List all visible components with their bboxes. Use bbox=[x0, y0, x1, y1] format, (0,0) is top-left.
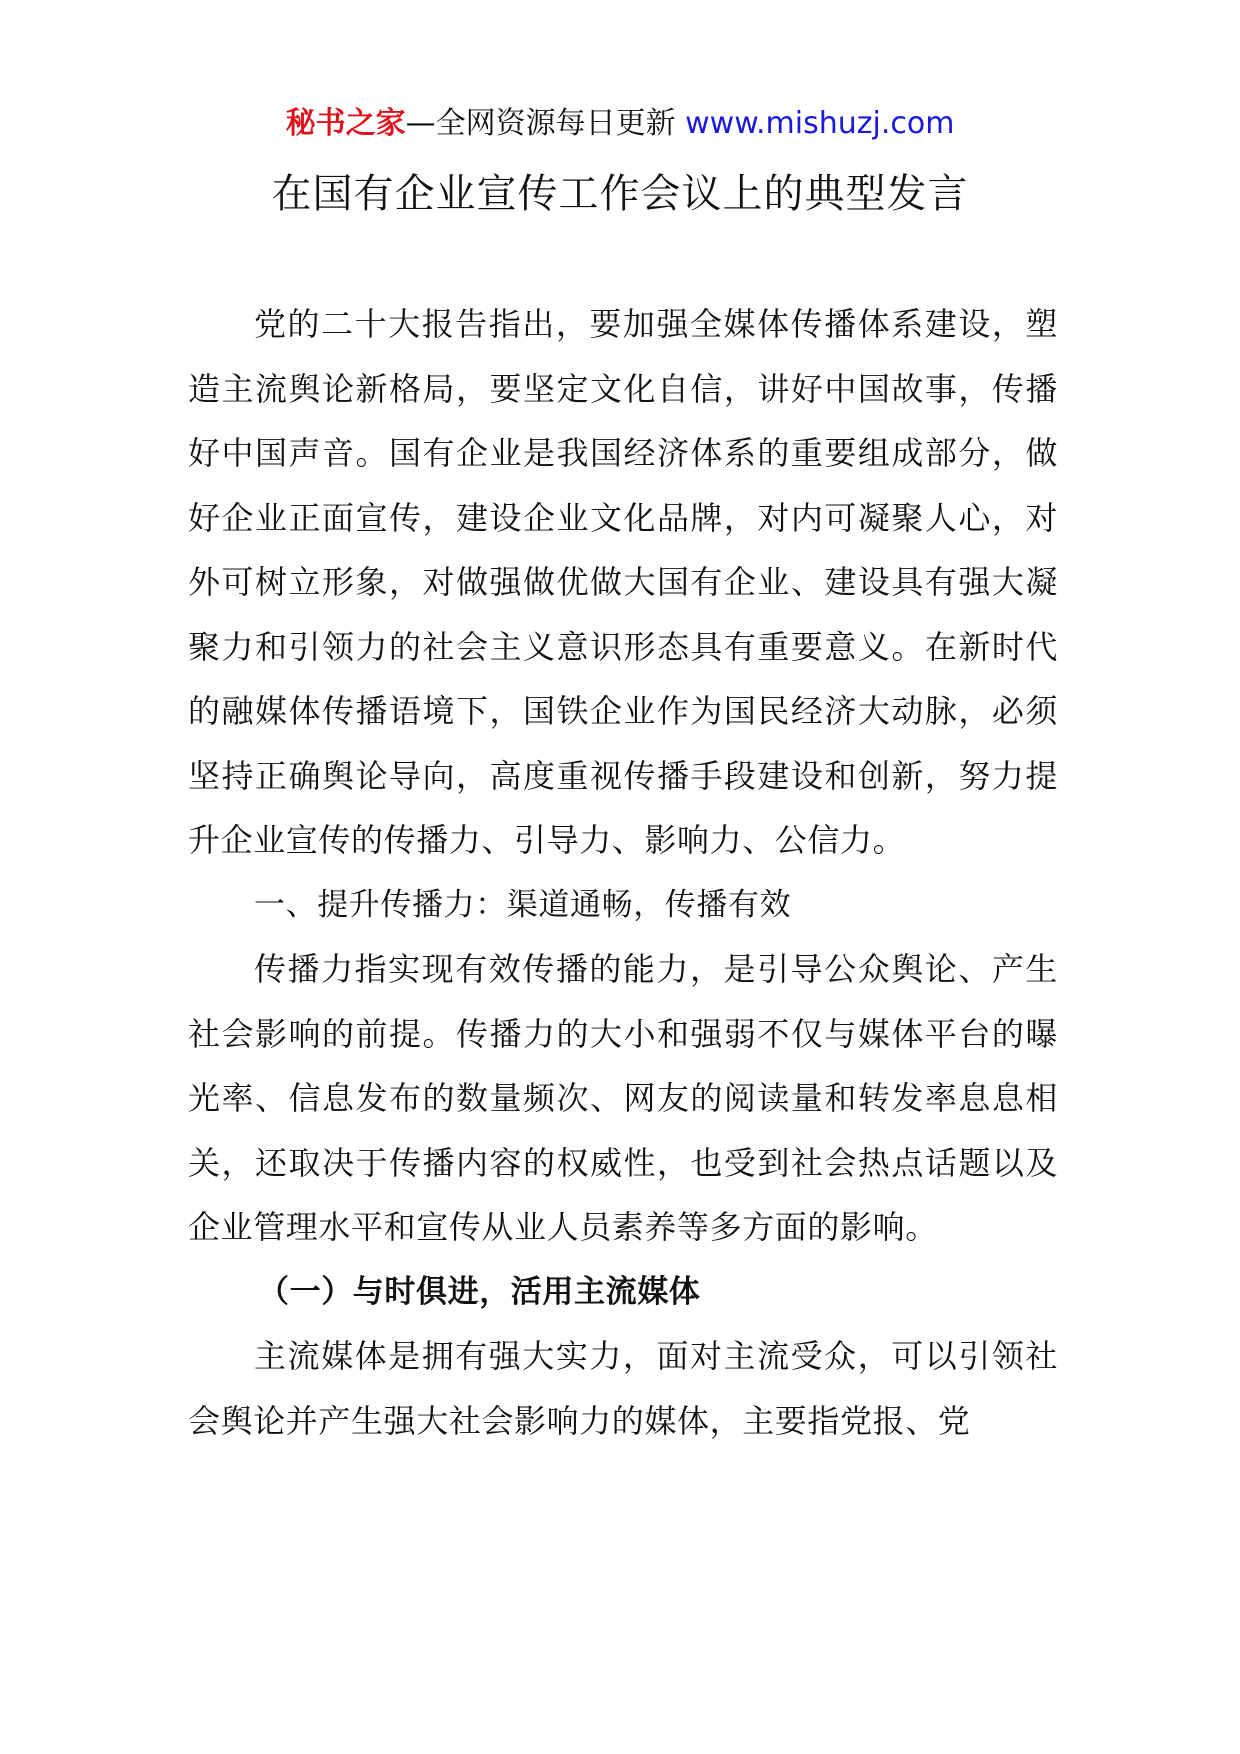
paragraph-communication-power: 传播力指实现有效传播的能力，是引导公众舆论、产生社会影响的前提。传播力的大小和强弱不仅与媒体平台的曝光率、信息发布的数量频次、网友的阅读量和转发率息息相关，还取决于传播内容的权威性，也受到社会热点话题以及企业管理水平和宣传从业人员素养等多方面的影响。 bbox=[188, 950, 1058, 1246]
paragraph-mainstream-media: 主流媒体是拥有强大实力，面对主流受众，可以引领社会舆论并产生强大社会影响力的媒体，主要指党报、党 bbox=[188, 1337, 1058, 1440]
section-heading-1: 一、提升传播力：渠道通畅，传播有效 bbox=[254, 886, 792, 923]
watermark-header bbox=[0, 100, 1240, 148]
brand-name: 秘书之家 bbox=[285, 106, 406, 141]
document-title: 在国有企业宣传工作会议上的典型发言 bbox=[271, 171, 969, 217]
paragraph-intro: 党的二十大报告指出，要加强全媒体传播体系建设，塑造主流舆论新格局，要坚定文化自信，讲好中国故事，传播好中国声音。国有企业是我国经济体系的重要组成部分，做好企业正面宣传，建设企业文化品牌，对内可凝聚人心，对外可树立形象，对做强做优做大国有企业、建设具有强大凝聚力和引领力的社会主义意识形态具有重要意义。在新时代的融媒体传播语境下，国铁企业作为国民经济大动脉，必须坚持正确舆论导向，高度重视传播手段建设和创新，努力提升企业宣传的传播力、引导力、影响力、公信力。 bbox=[188, 305, 1058, 859]
header-tagline: —全网资源每日更新 bbox=[405, 106, 686, 141]
site-link[interactable]: www.mishuzj.com bbox=[685, 106, 955, 141]
document-body bbox=[188, 292, 1058, 1453]
subsection-heading-1: （一）与时俱进，活用主流媒体 bbox=[258, 1273, 701, 1310]
